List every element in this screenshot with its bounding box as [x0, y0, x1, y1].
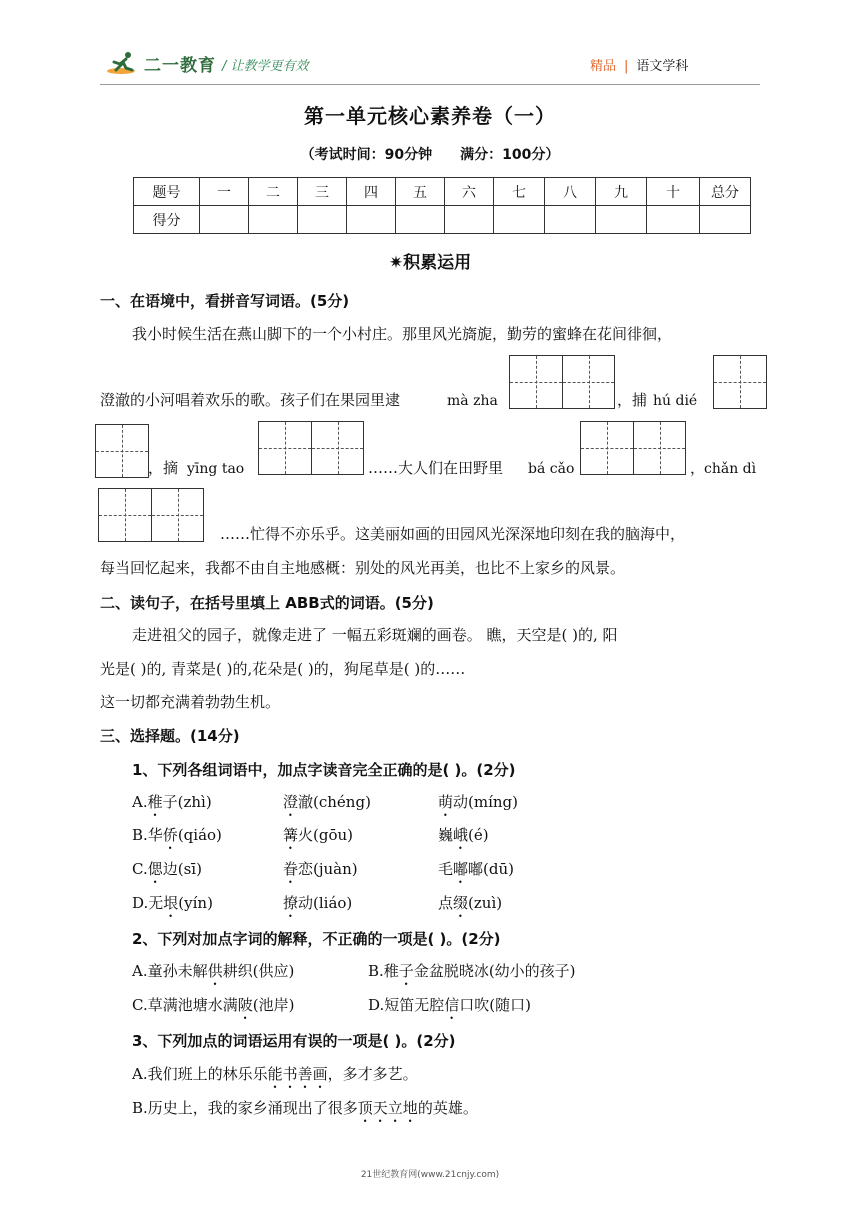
q3-s1-option-d-2: 撩动(liáo): [283, 894, 353, 912]
score-table-score-row: [134, 206, 751, 234]
q1-line4: ……忙得不亦乐乎。这美丽如画的田园风光深深地印刻在我的脑海中，: [220, 525, 686, 543]
score-cell: [494, 206, 545, 234]
score-cell: [298, 206, 347, 234]
writing-grid-2[interactable]: [713, 355, 767, 409]
score-header-cell: 四: [347, 178, 396, 206]
pinyin-mazha: mà zha: [447, 393, 498, 409]
subject-label: 语文学科: [636, 59, 689, 74]
q2-line2: 光是( )的, 青菜是( )的,花朵是( )的，狗尾草是( )的……: [100, 660, 466, 678]
pinyin-chandi: chǎn dì: [704, 461, 757, 477]
q3-s1-option-a: A.稚子(zhì): [132, 793, 212, 811]
q3-s1-option-c: C.偲边(sī): [132, 860, 202, 878]
pinyin-bacao: bá cǎo: [528, 461, 575, 477]
exam-time: （考试时间：90分钟: [300, 147, 433, 163]
header-separator: |: [624, 59, 629, 74]
score-cell: [249, 206, 298, 234]
q1-line5: 每当回忆起来，我都不由自主地感概：别处的风光再美，也比不上家乡的风景。: [100, 559, 626, 577]
score-header-cell: 九: [596, 178, 647, 206]
score-cell: [596, 206, 647, 234]
q3-s1-option-b-3: 巍峨(é): [438, 826, 489, 844]
logo: [106, 50, 216, 76]
q3-s1-option-a-3: 萌动(míng): [438, 793, 519, 811]
q3-s1-title: 1、下列各组词语中，加点字读音完全正确的是( )。(2分): [132, 761, 516, 779]
q1-line1: 我小时候生活在燕山脚下的一个小村庄。那里风光旖旎，勤劳的蜜蜂在花间徘徊，: [132, 325, 673, 343]
score-header-cell: 八: [545, 178, 596, 206]
q1-line3c: ，: [690, 459, 706, 477]
score-cell: [545, 206, 596, 234]
footer: 21世纪教育网(www.21cnjy.com): [360, 1170, 500, 1180]
q1-title: 一、在语境中，看拼音写词语。(5分): [100, 292, 350, 310]
score-row-label: 得分: [134, 206, 200, 234]
full-score: 满分：100分）: [460, 147, 560, 163]
q3-s2-title: 2、下列对加点字词的解释，不正确的一项是( )。(2分): [132, 930, 501, 948]
score-cell: [200, 206, 249, 234]
q3-s2-option-c: C.草满池塘水满陂(池岸): [132, 996, 295, 1014]
header-right: [590, 55, 688, 74]
logo-text: 二一教育: [144, 55, 216, 76]
q3-s3-option-a: A.我们班上的林乐乐能书善画，多才多艺。: [132, 1065, 418, 1083]
q3-s1-option-b: B.华侨(qiáo): [132, 826, 222, 844]
q3-s1-option-c-3: 毛嘟嘟(dū): [438, 860, 514, 878]
score-header-cell: 五: [396, 178, 445, 206]
q2-title: 二、读句子，在括号里填上 ABB式的词语。(5分): [100, 594, 434, 612]
writing-grid-2b[interactable]: [95, 424, 149, 478]
score-cell: [347, 206, 396, 234]
writing-grid-4[interactable]: [580, 421, 686, 475]
score-cell: [647, 206, 700, 234]
writing-grid-1[interactable]: [509, 355, 615, 409]
page-title: 第一单元核心素养卷（一）: [304, 104, 556, 128]
q3-s3-title: 3、下列加点的词语运用有误的一项是( )。(2分): [132, 1032, 456, 1050]
writing-grid-3[interactable]: [258, 421, 364, 475]
score-header-cell: 总分: [700, 178, 751, 206]
q1-line2a: 澄澈的小河唱着欢乐的歌。孩子们在果园里逮: [100, 391, 401, 409]
runner-logo-icon: [106, 50, 140, 76]
q2-line3: 这一切都充满着勃勃生机。: [100, 693, 281, 711]
q2-line1: 走进祖父的园子，就像走进了 一幅五彩斑斓的画卷。 瞧，天空是( )的, 阳: [132, 626, 618, 644]
q1-line2b: ，捕: [617, 391, 648, 409]
q3-s1-option-c-2: 眷恋(juàn): [283, 860, 358, 878]
score-header-cell: 十: [647, 178, 700, 206]
q3-s1-option-a-2: 澄澈(chéng): [283, 793, 371, 811]
pinyin-hudie: hú dié: [653, 393, 698, 409]
score-header-cell: 七: [494, 178, 545, 206]
score-table: [133, 177, 751, 234]
slogan: / 让教学更有效: [222, 59, 309, 74]
score-header-cell: 一: [200, 178, 249, 206]
quality-label: 精品: [590, 59, 617, 74]
score-cell: [700, 206, 751, 234]
header-divider: [100, 84, 760, 85]
score-header-cell: 二: [249, 178, 298, 206]
q3-s1-option-d: D.无垠(yín): [132, 894, 213, 912]
section-title: ✷积累运用: [388, 253, 472, 273]
score-table-header-row: [134, 178, 751, 206]
q1-line3a: ，摘: [148, 459, 179, 477]
pinyin-yingtao: yīng tao: [187, 461, 245, 477]
score-header-cell: 六: [445, 178, 494, 206]
q3-s1-option-b-2: 篝火(gōu): [283, 826, 354, 844]
q3-s2-option-b: B.稚子金盆脱晓冰(幼小的孩子): [368, 962, 576, 980]
q3-s3-option-b: B.历史上，我的家乡涌现出了很多顶天立地的英雄。: [132, 1099, 478, 1117]
score-header-cell: 题号: [134, 178, 200, 206]
exam-info: [0, 144, 860, 164]
q3-s2-option-d: D.短笛无腔信口吹(随口): [368, 996, 531, 1014]
q1-line3b: ……大人们在田野里: [368, 459, 504, 477]
score-header-cell: 三: [298, 178, 347, 206]
writing-grid-5[interactable]: [98, 488, 204, 542]
q3-title: 三、选择题。(14分): [100, 727, 240, 745]
score-cell: [396, 206, 445, 234]
score-cell: [445, 206, 494, 234]
q3-s2-option-a: A.童孙未解供耕织(供应): [132, 962, 295, 980]
q3-s1-option-d-3: 点缀(zuì): [438, 894, 503, 912]
